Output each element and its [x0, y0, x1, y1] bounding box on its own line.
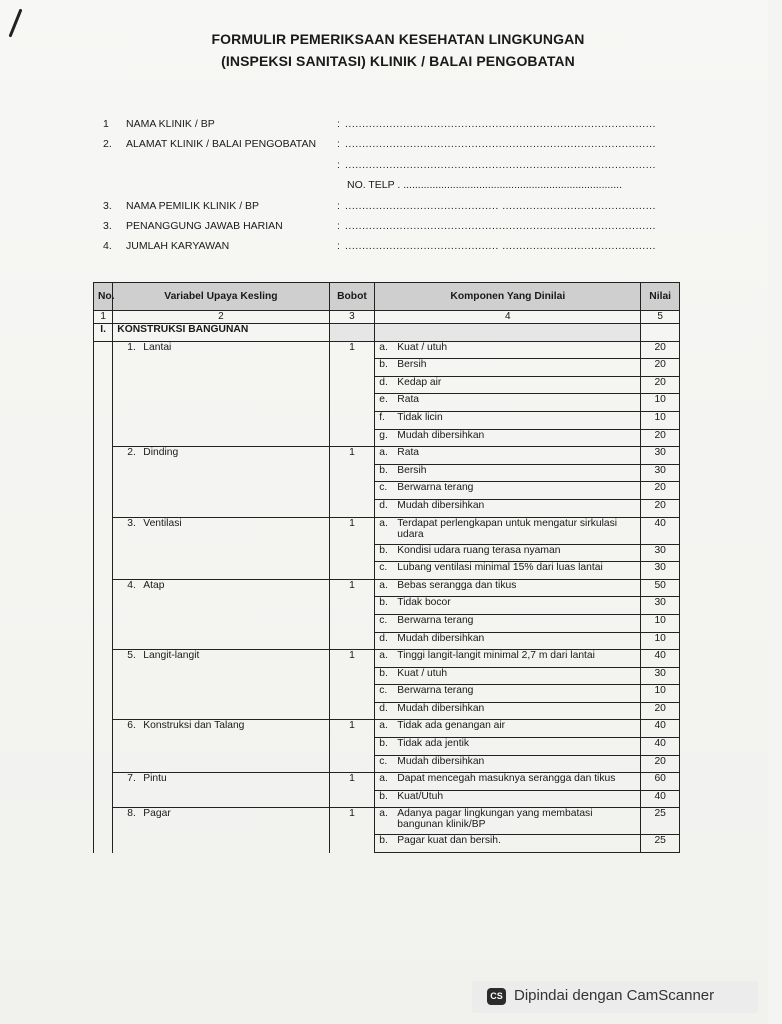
bobot-cell [329, 685, 375, 703]
nilai-cell: 40 [641, 738, 680, 756]
no-cell [94, 359, 113, 377]
komponen-letter: a. [379, 341, 388, 353]
no-cell [94, 685, 113, 703]
variable-cell [113, 685, 329, 703]
nilai-cell: 30 [641, 464, 680, 482]
nilai-cell: 30 [641, 667, 680, 685]
komponen-letter: a. [379, 720, 388, 732]
komponen-text: Kondisi udara ruang terasa nyaman [397, 544, 561, 556]
inspection-table [93, 282, 680, 853]
info-colon: : [337, 118, 340, 130]
nilai-cell: 10 [641, 632, 680, 650]
komponen-text: Berwarna terang [397, 482, 474, 494]
variable-cell [113, 790, 329, 808]
section-bobot-cell [329, 324, 375, 342]
komponen-cell [375, 702, 641, 720]
nilai-cell: 10 [641, 394, 680, 412]
komponen-letter: c. [379, 614, 388, 626]
info-label: PENANGGUNG JAWAB HARIAN [126, 220, 283, 232]
table-row [94, 835, 680, 853]
variable-cell [113, 517, 329, 544]
komponen-text: Mudah dibersihkan [397, 755, 485, 767]
komponen-letter: e. [379, 394, 388, 406]
variable-cell [113, 738, 329, 756]
variable-cell [113, 341, 329, 359]
komponen-letter: b. [379, 738, 388, 750]
section-number: I. [94, 324, 113, 342]
no-cell [94, 790, 113, 808]
info-label: JUMLAH KARYAWAN [126, 240, 230, 252]
bobot-cell: 1 [329, 447, 375, 465]
info-fill-line[interactable]: ............................................. ............................................. [345, 200, 656, 212]
komponen-text: Berwarna terang [397, 614, 474, 626]
table-row [94, 394, 680, 412]
komponen-letter: c. [379, 685, 388, 697]
komponen-cell [375, 720, 641, 738]
no-cell [94, 447, 113, 465]
nilai-cell: 25 [641, 808, 680, 835]
komponen-letter: d. [379, 376, 388, 388]
bobot-cell [329, 702, 375, 720]
bobot-cell: 1 [329, 808, 375, 835]
komponen-letter: a. [379, 517, 388, 529]
no-cell [94, 808, 113, 835]
komponen-cell [375, 394, 641, 412]
info-label: NAMA KLINIK / BP [126, 118, 215, 130]
nilai-cell: 60 [641, 773, 680, 791]
info-colon: : [337, 138, 340, 150]
no-cell [94, 376, 113, 394]
no-cell [94, 341, 113, 359]
table-row [94, 773, 680, 791]
nilai-cell: 40 [641, 650, 680, 668]
nilai-cell: 40 [641, 720, 680, 738]
komponen-letter: c. [379, 755, 388, 767]
no-cell [94, 464, 113, 482]
header-nilai: Nilai [641, 283, 680, 311]
section-nilai-cell [641, 324, 680, 342]
bobot-cell [329, 499, 375, 517]
table-body [94, 324, 680, 853]
no-cell [94, 499, 113, 517]
nilai-cell: 30 [641, 597, 680, 615]
no-cell [94, 632, 113, 650]
no-cell [94, 835, 113, 853]
variable-number: 1. [127, 341, 136, 353]
telp-line[interactable]: NO. TELP . ........................................................................... [347, 179, 623, 191]
komponen-text: Terdapat perlengkapan untuk mengatur sirkulasi udara [397, 517, 618, 540]
komponen-letter: a. [379, 773, 388, 785]
no-cell [94, 482, 113, 500]
table-row [94, 808, 680, 835]
info-colon: : [337, 159, 340, 171]
komponen-text: Pagar kuat dan bersih. [397, 835, 501, 847]
variable-cell [113, 614, 329, 632]
komponen-text: Kuat/Utuh [397, 790, 444, 802]
bobot-cell [329, 667, 375, 685]
nilai-cell: 30 [641, 544, 680, 562]
komponen-text: Kuat / utuh [397, 667, 448, 679]
bobot-cell [329, 411, 375, 429]
komponen-cell [375, 755, 641, 773]
komponen-letter: c. [379, 482, 388, 494]
info-number: 2. [103, 138, 112, 150]
variable-name: Atap [143, 579, 165, 591]
komponen-cell [375, 411, 641, 429]
komponen-cell [375, 482, 641, 500]
index-cell: 2 [113, 311, 329, 324]
table-row [94, 650, 680, 668]
no-cell [94, 429, 113, 447]
variable-cell [113, 376, 329, 394]
table-row [94, 667, 680, 685]
variable-cell [113, 482, 329, 500]
komponen-letter: b. [379, 835, 388, 847]
nilai-cell: 40 [641, 790, 680, 808]
table-row [94, 447, 680, 465]
komponen-cell [375, 790, 641, 808]
table-row [94, 755, 680, 773]
komponen-text: Bersih [397, 464, 427, 476]
komponen-cell [375, 808, 641, 835]
table-row [94, 702, 680, 720]
variable-name: Pintu [143, 773, 167, 785]
table-row [94, 720, 680, 738]
table-row [94, 562, 680, 580]
nilai-cell: 30 [641, 447, 680, 465]
variable-cell [113, 597, 329, 615]
table-row [94, 544, 680, 562]
variable-number: 2. [127, 447, 136, 459]
info-fill-line[interactable]: ........................................................................................... [345, 159, 656, 171]
variable-number: 7. [127, 773, 136, 785]
variable-name: Dinding [143, 447, 179, 459]
komponen-cell [375, 517, 641, 544]
komponen-text: Tinggi langit-langit minimal 2,7 m dari lantai [397, 650, 595, 662]
komponen-cell [375, 544, 641, 562]
table-row [94, 597, 680, 615]
komponen-letter: a. [379, 579, 388, 591]
komponen-letter: a. [379, 808, 388, 820]
info-fill-line[interactable]: ........................................................................................... [345, 220, 656, 232]
section-row [94, 324, 680, 342]
bobot-cell [329, 755, 375, 773]
nilai-cell: 20 [641, 376, 680, 394]
form-title-line2: (INSPEKSI SANITASI) KLINIK / BALAI PENGOBATAN [221, 53, 575, 69]
no-cell [94, 702, 113, 720]
bobot-cell [329, 738, 375, 756]
camscanner-icon: CS [487, 988, 506, 1005]
komponen-letter: b. [379, 790, 388, 802]
bobot-cell [329, 835, 375, 853]
info-fill-line[interactable]: ........................................................................................... [345, 138, 656, 150]
komponen-letter: a. [379, 447, 388, 459]
komponen-letter: f. [379, 411, 386, 423]
komponen-cell [375, 650, 641, 668]
variable-cell [113, 429, 329, 447]
komponen-cell [375, 464, 641, 482]
komponen-text: Mudah dibersihkan [397, 429, 485, 441]
komponen-cell [375, 447, 641, 465]
variable-cell [113, 808, 329, 835]
komponen-letter: b. [379, 544, 388, 556]
variable-cell [113, 562, 329, 580]
bobot-cell [329, 632, 375, 650]
variable-cell [113, 579, 329, 597]
no-cell [94, 720, 113, 738]
komponen-letter: g. [379, 429, 388, 441]
komponen-cell [375, 773, 641, 791]
komponen-letter: a. [379, 650, 388, 662]
bobot-cell [329, 597, 375, 615]
table-row [94, 579, 680, 597]
table-row [94, 499, 680, 517]
nilai-cell: 10 [641, 411, 680, 429]
variable-number: 6. [127, 720, 136, 732]
bobot-cell [329, 394, 375, 412]
bobot-cell [329, 429, 375, 447]
komponen-cell [375, 562, 641, 580]
variable-cell [113, 447, 329, 465]
komponen-text: Mudah dibersihkan [397, 702, 485, 714]
komponen-text: Mudah dibersihkan [397, 632, 485, 644]
variable-name: Ventilasi [143, 517, 182, 529]
info-label: ALAMAT KLINIK / BALAI PENGOBATAN [126, 138, 317, 150]
variable-cell [113, 394, 329, 412]
komponen-cell [375, 359, 641, 377]
variable-cell [113, 359, 329, 377]
bobot-cell: 1 [329, 773, 375, 791]
table-row [94, 632, 680, 650]
bobot-cell [329, 359, 375, 377]
nilai-cell: 20 [641, 341, 680, 359]
table-row [94, 614, 680, 632]
index-cell: 4 [375, 311, 641, 324]
no-cell [94, 773, 113, 791]
komponen-letter: d. [379, 632, 388, 644]
komponen-text: Lubang ventilasi minimal 15% dari luas lantai [397, 562, 603, 574]
table-row [94, 359, 680, 377]
bobot-cell: 1 [329, 650, 375, 668]
komponen-cell [375, 835, 641, 853]
komponen-text: Mudah dibersihkan [397, 499, 485, 511]
komponen-cell [375, 341, 641, 359]
table-row [94, 738, 680, 756]
no-cell [94, 517, 113, 544]
bobot-cell: 1 [329, 341, 375, 359]
table-row [94, 464, 680, 482]
no-cell [94, 667, 113, 685]
bobot-cell [329, 482, 375, 500]
komponen-cell [375, 429, 641, 447]
variable-cell [113, 632, 329, 650]
info-fill-line[interactable]: ............................................. ............................................. [345, 240, 656, 252]
no-cell [94, 597, 113, 615]
no-cell [94, 755, 113, 773]
no-cell [94, 579, 113, 597]
komponen-text: Tidak licin [397, 411, 443, 423]
table-row [94, 341, 680, 359]
nilai-cell: 20 [641, 482, 680, 500]
info-label: NAMA PEMILIK KLINIK / BP [126, 200, 260, 212]
info-number: 4. [103, 240, 112, 252]
section-title: KONSTRUKSI BANGUNAN [113, 324, 329, 342]
komponen-text: Kedap air [397, 376, 442, 388]
komponen-letter: d. [379, 499, 388, 511]
komponen-cell [375, 376, 641, 394]
komponen-text: Bebas serangga dan tikus [397, 579, 517, 591]
no-cell [94, 394, 113, 412]
komponen-cell [375, 685, 641, 703]
variable-number: 4. [127, 579, 136, 591]
variable-number: 3. [127, 517, 136, 529]
bobot-cell [329, 464, 375, 482]
variable-cell [113, 464, 329, 482]
nilai-cell: 25 [641, 835, 680, 853]
no-cell [94, 738, 113, 756]
komponen-cell [375, 499, 641, 517]
bobot-cell: 1 [329, 517, 375, 544]
variable-name: Lantai [143, 341, 172, 353]
table-row [94, 429, 680, 447]
no-cell [94, 411, 113, 429]
table-row [94, 685, 680, 703]
komponen-cell [375, 597, 641, 615]
komponen-letter: d. [379, 702, 388, 714]
komponen-cell [375, 667, 641, 685]
variable-name: Konstruksi dan Talang [143, 720, 245, 732]
column-index-row [94, 311, 680, 324]
section-komponen-cell [375, 324, 641, 342]
variable-cell [113, 650, 329, 668]
table-header-row [94, 283, 680, 311]
no-cell [94, 562, 113, 580]
bobot-cell [329, 376, 375, 394]
table-row [94, 482, 680, 500]
variable-name: Langit-langit [143, 650, 200, 662]
table-row [94, 790, 680, 808]
komponen-text: Adanya pagar lingkungan yang membatasi bangunan klinik/BP [397, 808, 593, 831]
no-cell [94, 614, 113, 632]
nilai-cell: 20 [641, 702, 680, 720]
komponen-cell [375, 738, 641, 756]
variable-cell [113, 720, 329, 738]
no-cell [94, 544, 113, 562]
variable-cell [113, 499, 329, 517]
bobot-cell [329, 790, 375, 808]
nilai-cell: 20 [641, 359, 680, 377]
komponen-text: Rata [397, 394, 420, 406]
index-cell: 3 [329, 311, 375, 324]
komponen-text: Bersih [397, 359, 427, 371]
variable-number: 5. [127, 650, 136, 662]
info-number: 3. [103, 220, 112, 232]
komponen-letter: b. [379, 359, 388, 371]
info-fill-line[interactable]: ........................................................................................... [345, 118, 656, 130]
nilai-cell: 30 [641, 562, 680, 580]
komponen-text: Dapat mencegah masuknya serangga dan tikus [397, 773, 616, 785]
komponen-letter: c. [379, 562, 388, 574]
komponen-text: Tidak ada jentik [397, 738, 470, 750]
camscanner-watermark [472, 981, 758, 1013]
header-variabel: Variabel Upaya Kesling [113, 283, 329, 311]
komponen-letter: b. [379, 464, 388, 476]
bobot-cell: 1 [329, 720, 375, 738]
nilai-cell: 20 [641, 429, 680, 447]
komponen-cell [375, 632, 641, 650]
table-row [94, 376, 680, 394]
bobot-cell [329, 544, 375, 562]
header-bobot: Bobot [329, 283, 375, 311]
variable-cell [113, 835, 329, 853]
variable-cell [113, 544, 329, 562]
header-no: No. [94, 283, 113, 311]
komponen-text: Rata [397, 447, 420, 459]
table-row [94, 517, 680, 544]
variable-cell [113, 702, 329, 720]
nilai-cell: 10 [641, 614, 680, 632]
bobot-cell [329, 562, 375, 580]
komponen-text: Berwarna terang [397, 685, 474, 697]
header-komponen: Komponen Yang Dinilai [375, 283, 641, 311]
komponen-text: Kuat / utuh [397, 341, 448, 353]
komponen-letter: b. [379, 597, 388, 609]
camscanner-text: Dipindai dengan CamScanner [514, 987, 715, 1004]
table-row [94, 411, 680, 429]
index-cell: 1 [94, 311, 113, 324]
bobot-cell: 1 [329, 579, 375, 597]
variable-cell [113, 773, 329, 791]
nilai-cell: 40 [641, 517, 680, 544]
variable-cell [113, 411, 329, 429]
nilai-cell: 50 [641, 579, 680, 597]
info-number: 3. [103, 200, 112, 212]
nilai-cell: 20 [641, 499, 680, 517]
variable-name: Pagar [143, 808, 171, 820]
form-title-line1: FORMULIR PEMERIKSAAN KESEHATAN LINGKUNGAN [211, 31, 585, 47]
nilai-cell: 20 [641, 755, 680, 773]
bobot-cell [329, 614, 375, 632]
info-colon: : [337, 200, 340, 212]
komponen-cell [375, 614, 641, 632]
komponen-letter: b. [379, 667, 388, 679]
komponen-cell [375, 579, 641, 597]
no-cell [94, 650, 113, 668]
variable-number: 8. [127, 808, 136, 820]
komponen-text: Tidak ada genangan air [397, 720, 506, 732]
info-number: 1 [103, 118, 109, 130]
variable-cell [113, 755, 329, 773]
info-colon: : [337, 220, 340, 232]
nilai-cell: 10 [641, 685, 680, 703]
variable-cell [113, 667, 329, 685]
index-cell: 5 [641, 311, 680, 324]
komponen-text: Tidak bocor [397, 597, 451, 609]
info-colon: : [337, 240, 340, 252]
